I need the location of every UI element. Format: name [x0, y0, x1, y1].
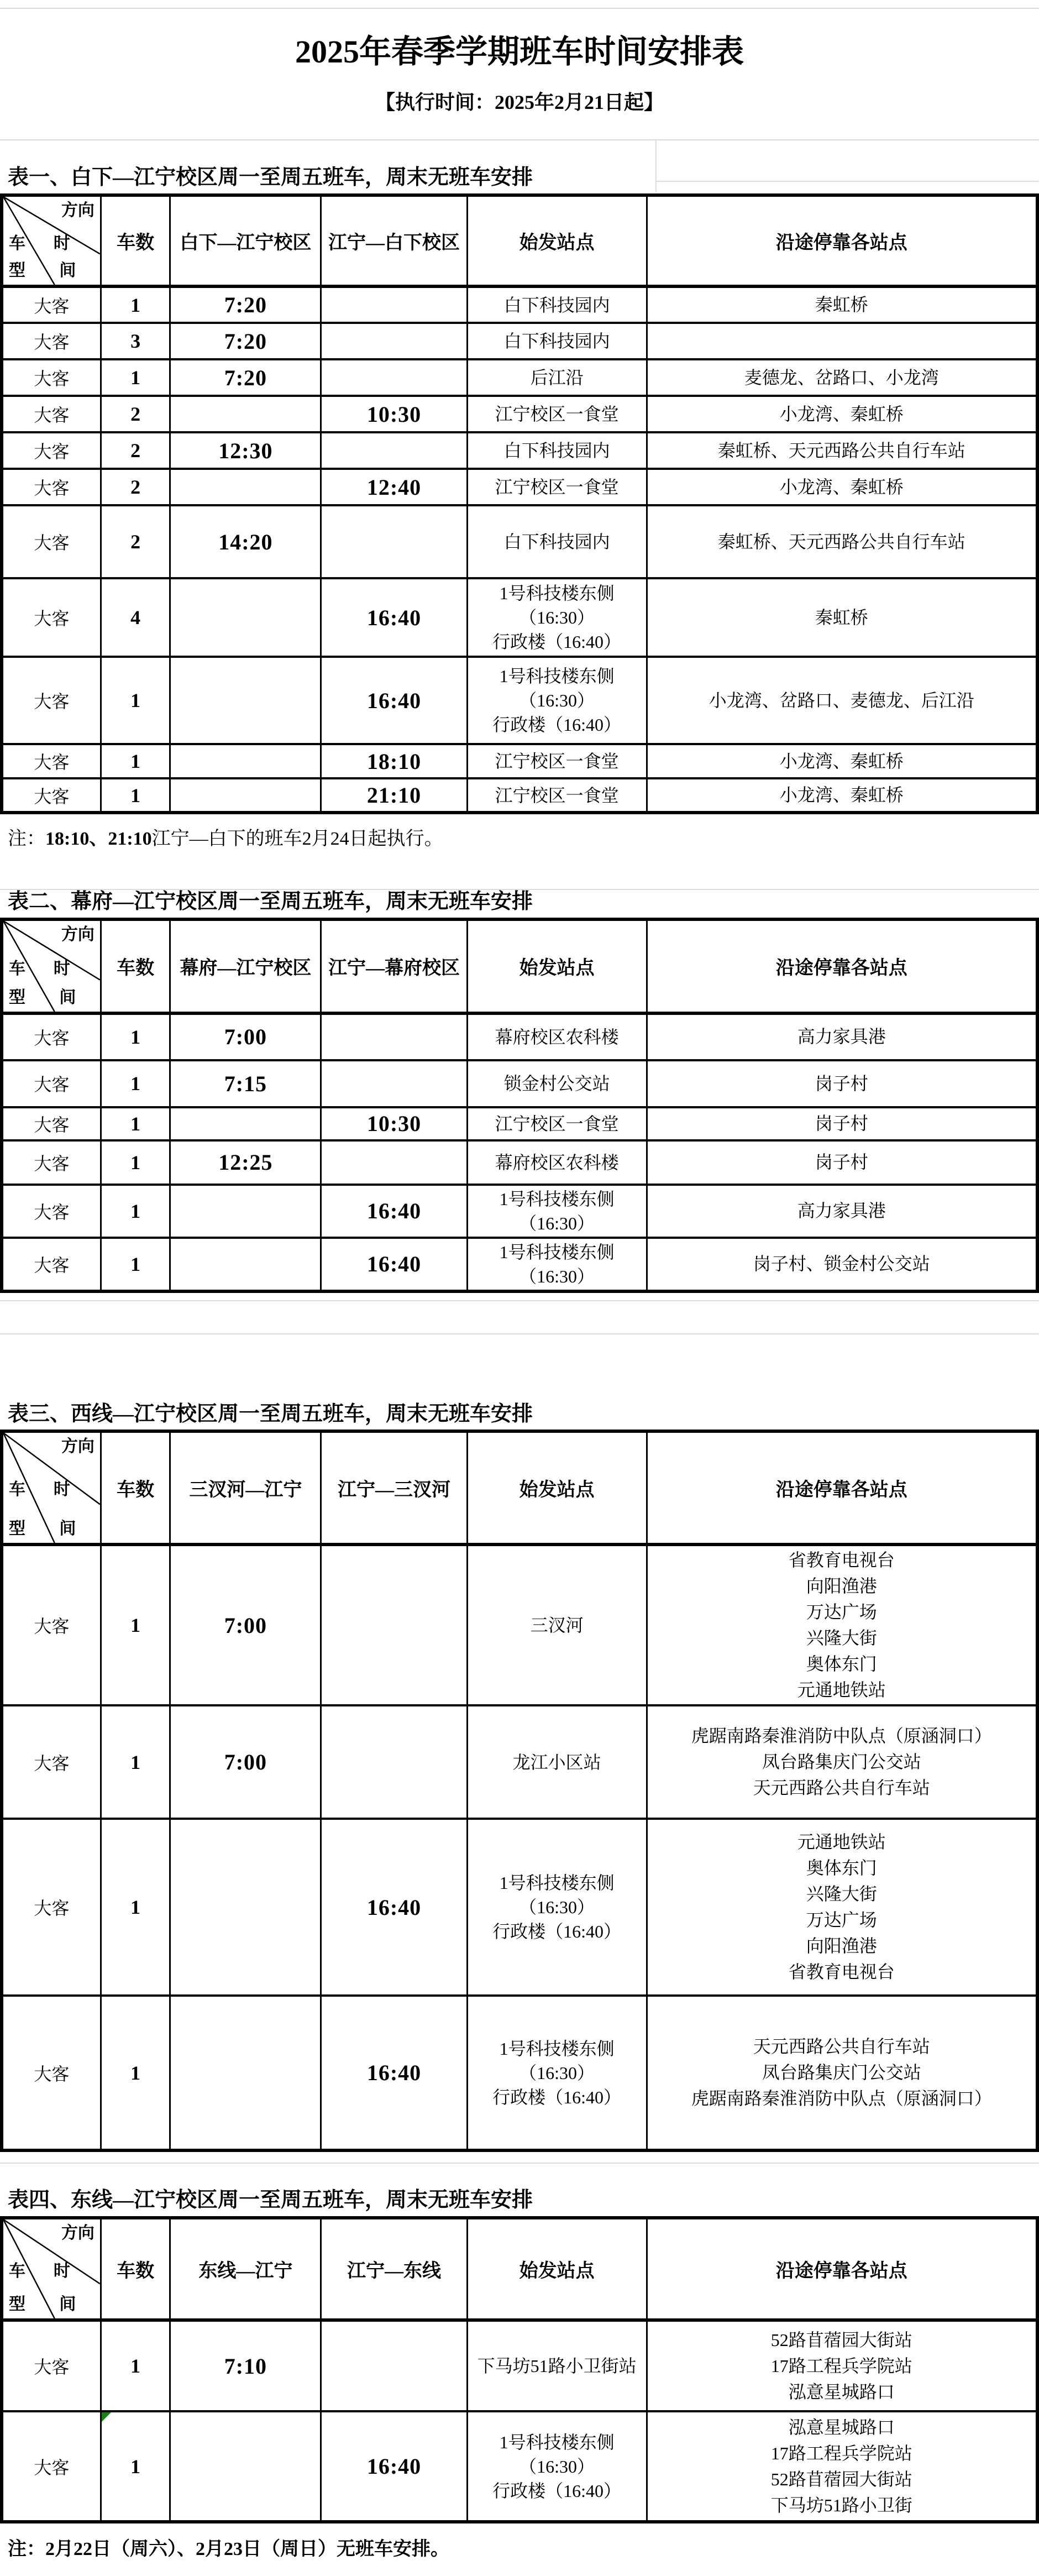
header-row	[2, 195, 1037, 286]
cell-line: 1号科技楼东侧	[499, 2038, 615, 2059]
vehicle-type-cell: 大客	[2, 1996, 101, 2150]
origin-station-cell: 白下科技园内	[467, 505, 647, 578]
schedule-row	[2, 286, 1037, 323]
corner-label-direction: 方向	[61, 201, 95, 220]
return-time-cell: 18:10	[321, 744, 467, 778]
excel-gridline	[0, 8, 1039, 9]
return-time-cell	[321, 1060, 467, 1107]
cell-line: 虎踞南路秦淮消防中队点（原涵洞口）	[691, 1726, 992, 1746]
outbound-time-cell: 7:20	[170, 323, 321, 359]
return-time-cell	[321, 432, 467, 469]
corner-label-time: 间	[59, 261, 76, 280]
bus-count-cell: 1	[101, 1107, 170, 1140]
stops-cell: 高力家具港	[647, 1013, 1037, 1060]
schedule-row	[2, 432, 1037, 469]
excel-gridline	[0, 139, 1039, 140]
vehicle-type-cell: 大客	[2, 1185, 101, 1238]
corner-label-time: 时	[53, 2261, 70, 2280]
effective-date-subtitle: 【执行时间：2025年2月21日起】	[375, 91, 664, 114]
return-time-cell: 16:40	[321, 1185, 467, 1238]
bus-schedule-table-2	[0, 918, 1039, 1293]
excel-gridline	[0, 1333, 1039, 1334]
corner-label-vehicle: 车	[9, 234, 25, 253]
cell-line: 万达广场	[806, 1602, 877, 1622]
col-header-count: 车数	[101, 919, 170, 1013]
bus-schedule-table-4	[0, 2216, 1039, 2523]
return-time-cell	[321, 1705, 467, 1819]
origin-station-cell: 江宁校区一食堂	[467, 1107, 647, 1140]
page-title: 2025年春季学期班车时间安排表	[295, 34, 744, 70]
return-time-cell: 12:40	[321, 469, 467, 505]
outbound-time-cell: 14:20	[170, 505, 321, 578]
schedule-row	[2, 1238, 1037, 1291]
weekend-note: 注：2月22日（周六）、2月23日（周日）无班车安排。	[8, 2539, 449, 2560]
return-time-cell	[321, 323, 467, 359]
outbound-time-cell: 12:30	[170, 432, 321, 469]
vehicle-type-cell: 大客	[2, 1819, 101, 1996]
table1-title: 表一、白下—江宁校区周一至周五班车，周末无班车安排	[8, 166, 533, 190]
stops-cell: 小龙湾、秦虹桥	[647, 744, 1037, 778]
bus-count-cell: 2	[101, 469, 170, 505]
outbound-time-cell: 7:20	[170, 359, 321, 396]
cell-line: 1号科技楼东侧	[499, 2432, 615, 2452]
corner-label-direction: 方向	[61, 1437, 95, 1456]
bus-count-cell: 4	[101, 578, 170, 657]
outbound-time-cell: 7:15	[170, 1060, 321, 1107]
cell-line: 奥体东门	[806, 1654, 877, 1674]
origin-station-cell: 江宁校区一食堂	[467, 778, 647, 813]
col-header-return: 江宁—东线	[321, 2218, 467, 2320]
outbound-time-cell	[170, 1107, 321, 1140]
col-header-origin: 始发站点	[467, 2218, 647, 2320]
origin-station-cell: 幕府校区农科楼	[467, 1140, 647, 1185]
note-bold-times: 18:10、21:10	[45, 829, 152, 850]
stops-cell: 小龙湾、秦虹桥	[647, 778, 1037, 813]
stops-cell: 小龙湾、岔路口、麦德龙、后江沿	[647, 657, 1037, 744]
return-time-cell: 10:30	[321, 1107, 467, 1140]
bus-count-cell: 1	[101, 1238, 170, 1291]
cell-line: 凤台路集庆门公交站	[762, 2062, 921, 2083]
vehicle-type-cell: 大客	[2, 578, 101, 657]
schedule-row	[2, 505, 1037, 578]
stops-cell: 岗子村、锁金村公交站	[647, 1238, 1037, 1291]
outbound-time-cell	[170, 469, 321, 505]
col-header-stops: 沿途停靠各站点	[647, 919, 1037, 1013]
schedule-row	[2, 1544, 1037, 1705]
bus-count-cell: 1	[101, 286, 170, 323]
corner-label-vehicle: 型	[9, 261, 25, 280]
bus-count-cell: 1	[101, 1705, 170, 1819]
stops-cell: 秦虹桥	[647, 578, 1037, 657]
table1-note	[0, 823, 1039, 850]
corner-label-vehicle: 型	[9, 1520, 25, 1538]
bus-count-cell: 1	[101, 657, 170, 744]
corner-label-vehicle: 车	[9, 2261, 25, 2280]
outbound-time-cell	[170, 396, 321, 432]
return-time-cell: 16:40	[321, 1238, 467, 1291]
vehicle-type-cell: 大客	[2, 323, 101, 359]
bus-count-cell: 1	[101, 359, 170, 396]
origin-station-cell	[467, 2411, 647, 2522]
cell-line: 52路苜蓿园大街站	[770, 2469, 912, 2489]
bus-count-cell: 1	[101, 1060, 170, 1107]
stops-cell	[647, 1705, 1037, 1819]
bus-schedule-table-3	[0, 1430, 1039, 2152]
schedule-row	[2, 1140, 1037, 1185]
col-header-stops: 沿途停靠各站点	[647, 1431, 1037, 1544]
bus-count-cell: 2	[101, 432, 170, 469]
corner-label-time: 时	[53, 959, 70, 978]
bus-count-cell: 1	[101, 1185, 170, 1238]
stops-cell: 麦德龙、岔路口、小龙湾	[647, 359, 1037, 396]
vehicle-type-cell: 大客	[2, 778, 101, 813]
stops-cell: 秦虹桥、天元西路公共自行车站	[647, 505, 1037, 578]
stops-cell: 岗子村	[647, 1140, 1037, 1185]
outbound-time-cell	[170, 744, 321, 778]
outbound-time-cell: 12:25	[170, 1140, 321, 1185]
col-header-return: 江宁—三汊河	[321, 1431, 467, 1544]
cell-line: 1号科技楼东侧	[499, 583, 615, 604]
cell-line: 17路工程兵学院站	[770, 2355, 912, 2376]
origin-station-cell	[467, 1185, 647, 1238]
cell-line: 1号科技楼东侧	[499, 1873, 615, 1893]
corner-label-time: 间	[59, 1520, 76, 1538]
excel-error-indicator-icon	[102, 2412, 111, 2422]
col-header-outbound: 东线—江宁	[170, 2218, 321, 2320]
corner-label-vehicle: 型	[9, 2295, 25, 2314]
header-row	[2, 919, 1037, 1013]
origin-station-cell: 锁金村公交站	[467, 1060, 647, 1107]
stops-cell	[647, 2411, 1037, 2522]
col-header-count: 车数	[101, 2218, 170, 2320]
cell-line: 兴隆大街	[806, 1628, 877, 1648]
outbound-time-cell	[170, 2411, 321, 2522]
cell-line: 下马坊51路小卫街	[770, 2495, 912, 2515]
table2-title: 表二、幕府—江宁校区周一至周五班车，周末无班车安排	[8, 890, 533, 914]
cell-line: 虎踞南路秦淮消防中队点（原涵洞口）	[691, 2088, 992, 2109]
bus-count-cell: 3	[101, 323, 170, 359]
origin-station-cell: 白下科技园内	[467, 432, 647, 469]
cell-line: 天元西路公共自行车站	[753, 2036, 930, 2057]
cell-line: 凤台路集庆门公交站	[762, 1752, 921, 1772]
schedule-row	[2, 1013, 1037, 1060]
vehicle-type-cell: 大客	[34, 296, 70, 316]
vehicle-type-cell: 大客	[2, 1705, 101, 1819]
cell-line: 行政楼（16:40）	[492, 715, 622, 735]
return-time-cell: 16:40	[321, 1996, 467, 2150]
table4-title: 表四、东线—江宁校区周一至周五班车，周末无班车安排	[8, 2188, 533, 2212]
return-time-cell: 16:40	[321, 578, 467, 657]
corner-label-vehicle: 型	[9, 988, 25, 1007]
origin-station-cell	[467, 1238, 647, 1291]
schedule-row	[2, 744, 1037, 778]
col-header-outbound: 幕府—江宁校区	[170, 919, 321, 1013]
excel-gridline	[0, 889, 1039, 890]
col-header-origin: 始发站点	[467, 195, 647, 286]
vehicle-type-cell: 大客	[2, 432, 101, 469]
excel-gridline	[655, 181, 1039, 182]
origin-station-cell: 江宁校区一食堂	[467, 469, 647, 505]
vehicle-type-cell: 大客	[2, 1060, 101, 1107]
corner-header-cell	[2, 2218, 101, 2320]
vehicle-type-cell: 大客	[2, 744, 101, 778]
return-time-cell	[321, 1013, 467, 1060]
schedule-row	[2, 2411, 1037, 2522]
vehicle-type-cell: 大客	[2, 1238, 101, 1291]
corner-label-time: 时	[53, 1480, 70, 1499]
stops-cell	[647, 2320, 1037, 2411]
corner-header-cell	[2, 919, 101, 1013]
stops-cell	[647, 1544, 1037, 1705]
bus-count-cell: 1	[101, 1013, 170, 1060]
cell-line: 兴隆大街	[806, 1884, 877, 1904]
cell-line: 元通地铁站	[797, 1832, 886, 1852]
origin-station-cell: 三汊河	[467, 1544, 647, 1705]
corner-label-vehicle: 车	[9, 1480, 25, 1499]
origin-station-cell	[467, 578, 647, 657]
outbound-time-cell: 7:10	[170, 2320, 321, 2411]
stops-cell: 岗子村	[647, 1107, 1037, 1140]
origin-station-cell: 龙江小区站	[467, 1705, 647, 1819]
schedule-row	[2, 469, 1037, 505]
corner-header-cell	[2, 1431, 101, 1544]
cell-line: 行政楼（16:40）	[492, 1921, 622, 1942]
cell-line: （16:30）	[519, 608, 595, 628]
vehicle-type-cell: 大客	[2, 505, 101, 578]
bus-count-cell: 1	[101, 778, 170, 813]
vehicle-type-cell: 大客	[2, 359, 101, 396]
col-header-count: 车数	[101, 195, 170, 286]
header-row	[2, 2218, 1037, 2320]
return-time-cell	[321, 505, 467, 578]
vehicle-type-cell: 大客	[2, 396, 101, 432]
schedule-row	[2, 359, 1037, 396]
outbound-time-cell	[170, 778, 321, 813]
bus-schedule-table-1	[0, 193, 1039, 814]
excel-gridline	[655, 139, 657, 192]
cell-line: 泓意星城路口	[788, 2381, 895, 2402]
outbound-time-cell	[170, 1996, 321, 2150]
outbound-time-cell	[170, 578, 321, 657]
vehicle-type-cell: 大客	[34, 1616, 70, 1637]
header-row	[2, 1431, 1037, 1544]
outbound-time-cell	[170, 1238, 321, 1291]
cell-line: 泓意星城路口	[788, 2417, 895, 2437]
schedule-row	[2, 1819, 1037, 1996]
origin-station-cell: 幕府校区农科楼	[467, 1013, 647, 1060]
outbound-time-cell	[170, 657, 321, 744]
outbound-time-cell	[170, 1819, 321, 1996]
outbound-time-cell: 7:00	[170, 1705, 321, 1819]
bus-count-cell: 1	[101, 744, 170, 778]
stops-cell: 秦虹桥、天元西路公共自行车站	[647, 432, 1037, 469]
col-header-outbound: 白下—江宁校区	[170, 195, 321, 286]
cell-line: 1号科技楼东侧	[499, 1188, 615, 1209]
cell-line: 1号科技楼东侧	[499, 1242, 615, 1262]
return-time-cell: 16:40	[321, 1819, 467, 1996]
cell-line: （16:30）	[519, 2062, 595, 2083]
stops-cell	[647, 1819, 1037, 1996]
return-time-cell: 16:40	[321, 2411, 467, 2522]
vehicle-type-cell: 大客	[2, 469, 101, 505]
note-rest: 江宁—白下的班车2月24日起执行。	[151, 829, 443, 850]
cell-line: 52路苜蓿园大街站	[770, 2329, 912, 2350]
bus-count-cell: 1	[101, 2411, 170, 2522]
bus-count-cell: 1	[101, 1819, 170, 1996]
col-header-origin: 始发站点	[467, 919, 647, 1013]
return-time-cell: 10:30	[321, 396, 467, 432]
schedule-row	[2, 578, 1037, 657]
cell-line: 奥体东门	[806, 1858, 877, 1878]
return-time-cell	[321, 286, 467, 323]
col-header-outbound: 三汊河—江宁	[170, 1431, 321, 1544]
note-prefix: 注：	[8, 829, 45, 850]
vehicle-type-cell: 大客	[2, 1140, 101, 1185]
col-header-stops: 沿途停靠各站点	[647, 2218, 1037, 2320]
cell-line: （16:30）	[519, 1897, 595, 1918]
schedule-row	[2, 323, 1037, 359]
cell-line: 行政楼（16:40）	[492, 2087, 622, 2107]
stops-cell	[647, 323, 1037, 359]
cell-line: 1号科技楼东侧	[499, 666, 615, 687]
return-time-cell	[321, 1140, 467, 1185]
corner-header-cell	[2, 195, 101, 286]
vehicle-type-cell: 大客	[2, 657, 101, 744]
table3-container	[0, 1430, 1039, 2152]
origin-station-cell: 白下科技园内	[467, 286, 647, 323]
stops-cell: 高力家具港	[647, 1185, 1037, 1238]
schedule-row	[2, 1185, 1037, 1238]
schedule-row	[2, 396, 1037, 432]
stops-cell: 秦虹桥	[647, 286, 1037, 323]
vehicle-type-cell: 大客	[2, 2411, 101, 2522]
cell-line: （16:30）	[519, 690, 595, 711]
vehicle-type-cell: 大客	[2, 1107, 101, 1140]
cell-line: 元通地铁站	[797, 1680, 886, 1700]
cell-line: （16:30）	[519, 1213, 595, 1233]
schedule-row	[2, 657, 1037, 744]
table1-container	[0, 193, 1039, 814]
corner-label-time: 间	[59, 988, 76, 1007]
col-header-count: 车数	[101, 1431, 170, 1544]
cell-line: （16:30）	[519, 1266, 595, 1286]
corner-label-vehicle: 车	[9, 959, 25, 978]
origin-station-cell	[467, 1996, 647, 2150]
cell-line: 省教育电视台	[788, 1550, 895, 1570]
schedule-row	[2, 778, 1037, 813]
bus-count-cell: 2	[101, 396, 170, 432]
origin-station-cell: 江宁校区一食堂	[467, 396, 647, 432]
return-time-cell	[321, 2320, 467, 2411]
schedule-row	[2, 1107, 1037, 1140]
origin-station-cell: 江宁校区一食堂	[467, 744, 647, 778]
table4-container	[0, 2216, 1039, 2523]
cell-line: 向阳渔港	[806, 1936, 877, 1956]
origin-station-cell	[467, 657, 647, 744]
outbound-time-cell: 7:20	[170, 286, 321, 323]
schedule-row	[2, 1705, 1037, 1819]
origin-station-cell: 后江沿	[467, 359, 647, 396]
outbound-time-cell	[170, 1185, 321, 1238]
cell-line: 行政楼（16:40）	[492, 2480, 622, 2501]
excel-gridline	[0, 1300, 1039, 1301]
excel-gridline	[0, 2163, 1039, 2164]
stops-cell: 小龙湾、秦虹桥	[647, 469, 1037, 505]
cell-line: 行政楼（16:40）	[492, 632, 622, 652]
schedule-row	[2, 1996, 1037, 2150]
bus-count-cell: 1	[101, 1996, 170, 2150]
return-time-cell: 21:10	[321, 778, 467, 813]
bus-count-cell: 1	[101, 2320, 170, 2411]
bus-count-cell: 1	[101, 1544, 170, 1705]
col-header-return: 江宁—白下校区	[321, 195, 467, 286]
cell-line: 省教育电视台	[788, 1962, 895, 1982]
stops-cell	[647, 1996, 1037, 2150]
return-time-cell	[321, 1544, 467, 1705]
corner-label-time: 时	[53, 234, 70, 253]
col-header-stops: 沿途停靠各站点	[647, 195, 1037, 286]
col-header-origin: 始发站点	[467, 1431, 647, 1544]
bus-count-cell: 1	[101, 1140, 170, 1185]
origin-station-cell: 下马坊51路小卫街站	[467, 2320, 647, 2411]
outbound-time-cell: 7:00	[170, 1013, 321, 1060]
origin-station-cell: 白下科技园内	[467, 323, 647, 359]
stops-cell: 小龙湾、秦虹桥	[647, 396, 1037, 432]
bus-count-cell: 2	[101, 505, 170, 578]
corner-label-time: 间	[59, 2295, 76, 2314]
col-header-return: 江宁—幕府校区	[321, 919, 467, 1013]
table2-container	[0, 918, 1039, 1293]
cell-line: 万达广场	[806, 1910, 877, 1930]
return-time-cell: 16:40	[321, 657, 467, 744]
cell-line: 天元西路公共自行车站	[753, 1778, 930, 1798]
cell-line: 17路工程兵学院站	[770, 2443, 912, 2463]
stops-cell: 岗子村	[647, 1060, 1037, 1107]
cell-line: 向阳渔港	[806, 1576, 877, 1596]
table3-title: 表三、西线—江宁校区周一至周五班车，周末无班车安排	[8, 1402, 533, 1426]
cell-line: （16:30）	[519, 2456, 595, 2476]
corner-label-direction: 方向	[61, 925, 95, 944]
schedule-row	[2, 2320, 1037, 2411]
origin-station-cell	[467, 1819, 647, 1996]
vehicle-type-cell: 大客	[34, 1028, 70, 1048]
schedule-row	[2, 1060, 1037, 1107]
corner-label-direction: 方向	[61, 2224, 95, 2243]
outbound-time-cell: 7:00	[170, 1544, 321, 1705]
vehicle-type-cell: 大客	[34, 2357, 70, 2378]
return-time-cell	[321, 359, 467, 396]
